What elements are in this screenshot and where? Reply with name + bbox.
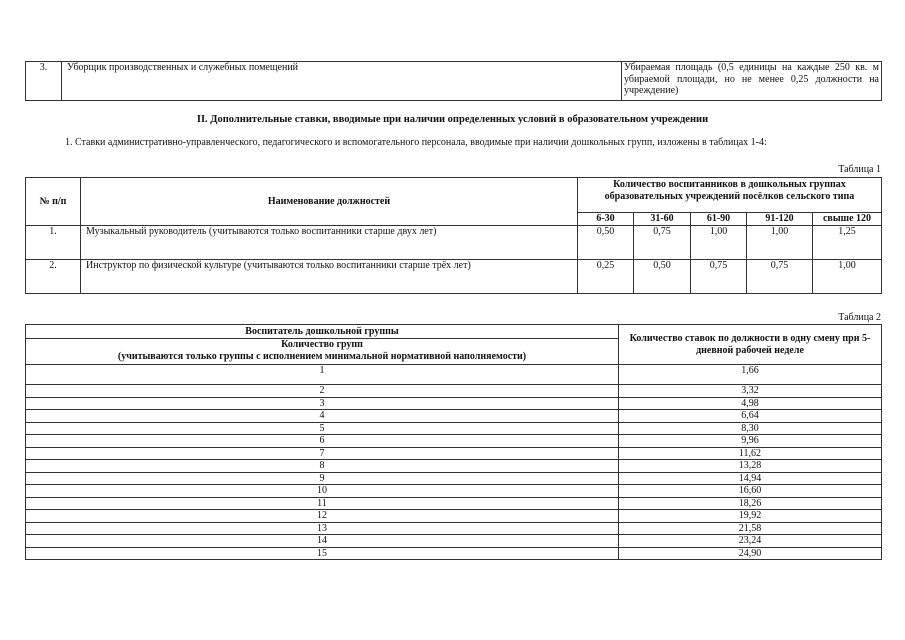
groups-count: 8	[26, 460, 619, 473]
table1	[25, 177, 882, 294]
rates-count: 11,62	[619, 447, 882, 460]
row-number: 2.	[26, 259, 81, 293]
groups-count: 3	[26, 397, 619, 410]
table-row	[26, 522, 882, 535]
groups-count: 6	[26, 435, 619, 448]
range-header: свыше 120	[813, 213, 882, 226]
range-header: 61-90	[691, 213, 747, 226]
groups-count: 14	[26, 535, 619, 548]
row-number: 1.	[26, 225, 81, 259]
rates-count: 23,24	[619, 535, 882, 548]
position-name: Уборщик производственных и служебных помещений	[62, 62, 622, 101]
groups-count: 10	[26, 485, 619, 498]
position-note: Убираемая площадь (0,5 единицы на каждые 250 кв. м убираемой площади, но не менее 0,25 должности на учреждение)	[622, 62, 882, 101]
header-note: (учитываются только группы с исполнением минимальной нормативной наполняемости)	[117, 351, 527, 362]
rates-count: 19,92	[619, 510, 882, 523]
rates-count: 4,98	[619, 397, 882, 410]
rate-cell: 0,25	[578, 259, 634, 293]
position-name: Музыкальный руководитель (учитываются только воспитанники старше двух лет)	[81, 225, 578, 259]
table-row	[26, 385, 882, 398]
groups-count: 15	[26, 547, 619, 560]
header-title: Воспитатель дошкольной группы	[26, 325, 618, 339]
table2-caption: Таблица 2	[838, 312, 881, 323]
rate-cell: 0,50	[634, 259, 691, 293]
rate-cell: 0,50	[578, 225, 634, 259]
table-row	[26, 365, 882, 385]
rate-cell: 1,25	[813, 225, 882, 259]
row-number: 3.	[26, 62, 62, 101]
groups-count: 9	[26, 472, 619, 485]
table-row	[26, 422, 882, 435]
table2-header-row	[26, 325, 882, 365]
table-row	[26, 535, 882, 548]
table-row	[26, 497, 882, 510]
range-header: 31-60	[634, 213, 691, 226]
section-paragraph: 1. Ставки административно-управленческого, педагогического и вспомогательного персонала, вводимые при наличии дошкольных групп, изложены в таблицах 1-4:	[65, 137, 767, 148]
groups-count: 12	[26, 510, 619, 523]
rates-count: 16,60	[619, 485, 882, 498]
groups-count: 11	[26, 497, 619, 510]
range-header: 6-30	[578, 213, 634, 226]
table1-header-group: Количество воспитанников в дошкольных группах образовательных учреждений посёлков сельского типа	[578, 178, 882, 213]
table-row	[26, 62, 882, 101]
rate-cell: 0,75	[747, 259, 813, 293]
rates-count: 6,64	[619, 410, 882, 423]
rate-cell: 0,75	[691, 259, 747, 293]
rate-cell: 0,75	[634, 225, 691, 259]
table2-header-left	[26, 325, 619, 365]
groups-count: 7	[26, 447, 619, 460]
groups-count: 5	[26, 422, 619, 435]
rates-count: 13,28	[619, 460, 882, 473]
table-row	[26, 259, 882, 293]
rate-cell: 1,00	[747, 225, 813, 259]
groups-count: 4	[26, 410, 619, 423]
table2-body	[26, 365, 882, 560]
staff-table-continuation	[25, 61, 882, 101]
rates-count: 3,32	[619, 385, 882, 398]
rates-count: 18,26	[619, 497, 882, 510]
groups-count: 13	[26, 522, 619, 535]
section-heading: II. Дополнительные ставки, вводимые при наличии определенных условий в образовательном учреждении	[196, 114, 709, 125]
table1-header-row	[26, 178, 882, 213]
rate-cell: 1,00	[813, 259, 882, 293]
rates-count: 21,58	[619, 522, 882, 535]
table1-header-num: № п/п	[26, 178, 81, 226]
table2-header-right: Количество ставок по должности в одну смену при 5-дневной рабочей неделе	[619, 325, 882, 365]
rates-count: 24,90	[619, 547, 882, 560]
table1-caption: Таблица 1	[838, 164, 881, 175]
table-row	[26, 510, 882, 523]
table1-header-name: Наименование должностей	[81, 178, 578, 226]
table-row	[26, 225, 882, 259]
table-row	[26, 435, 882, 448]
header-subtitle: Количество групп	[281, 339, 363, 350]
rates-count: 14,94	[619, 472, 882, 485]
table-row	[26, 472, 882, 485]
table-row	[26, 447, 882, 460]
table2	[25, 324, 882, 560]
rate-cell: 1,00	[691, 225, 747, 259]
groups-count: 1	[26, 365, 619, 385]
position-name: Инструктор по физической культуре (учитываются только воспитанники старше трёх лет)	[81, 259, 578, 293]
rates-count: 9,96	[619, 435, 882, 448]
groups-count: 2	[26, 385, 619, 398]
table-row	[26, 397, 882, 410]
rates-count: 8,30	[619, 422, 882, 435]
table-row	[26, 410, 882, 423]
table-row	[26, 485, 882, 498]
table-row	[26, 547, 882, 560]
table-row	[26, 460, 882, 473]
rates-count: 1,66	[619, 365, 882, 385]
range-header: 91-120	[747, 213, 813, 226]
